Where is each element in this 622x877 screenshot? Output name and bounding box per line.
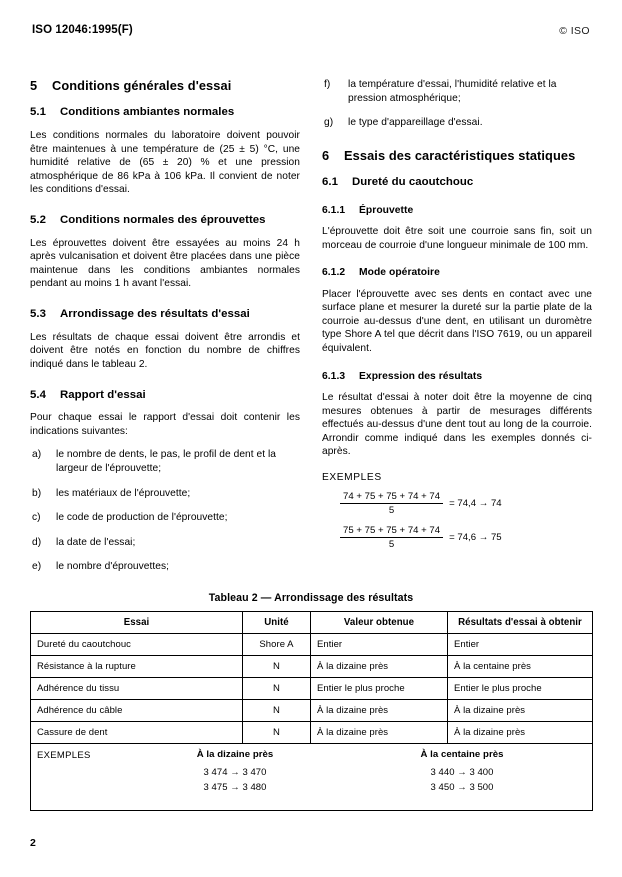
- fraction-numerator: 75 + 75 + 75 + 74 + 74: [343, 525, 441, 537]
- column-header-unite: Unité: [243, 612, 311, 634]
- right-column: [322, 78, 592, 585]
- heading-clause-5: [30, 78, 300, 93]
- subclause-5-3-number: 5.3: [30, 308, 46, 321]
- list-item: [30, 560, 300, 574]
- fraction: [340, 491, 443, 516]
- paragraph-6-1-3: Le résultat d'essai à noter doit être la moyenne de cinq mesures obtenues à partir de mesurages différents effectués au-dessus d'une dent tout au long de la courroie. Arrondir comme indiqué dans les exemples donnés ci-après.: [322, 392, 592, 458]
- table-row: [31, 722, 593, 744]
- examples-grid: [37, 749, 586, 805]
- list-item-marker: c): [32, 512, 41, 524]
- table-row: [31, 656, 593, 678]
- examples-row-label: EXEMPLES: [37, 750, 91, 761]
- subclause-5-1-number: 5.1: [30, 106, 46, 119]
- cell-resultat: À la dizaine près: [448, 722, 593, 744]
- clause-5-number: 5: [30, 78, 38, 93]
- subclause-5-3-title: Arrondissage des résultats d'essai: [60, 308, 250, 321]
- list-item: [30, 536, 300, 550]
- paragraph-6-1-1: L'éprouvette doit être soit une courroie sans fin, soit un morceau de courroie d'une longueur minimale de 100 mm.: [322, 226, 592, 251]
- subclause-6-1-2-number: 6.1.2: [322, 267, 346, 279]
- table-row: [31, 700, 593, 722]
- subclause-6-1-2-title: Mode opératoire: [359, 267, 440, 279]
- heading-subclause-6-1-1: [322, 205, 592, 217]
- heading-subclause-6-1-3: [322, 371, 592, 383]
- paragraph-6-1-2: Placer l'éprouvette avec ses dents en contact avec une surface plane et mesurer la dureté sur la partie plate de la courroie au-dessus d'une dent, en utilisant un duromètre type Shore A tel que décrit dans l'ISO 7619, ou un appareil équivalent.: [322, 288, 592, 355]
- list-item-text: le nombre de dents, le pas, le profil de dent et la largeur de l'éprouvette;: [56, 449, 277, 474]
- clause-6-number: 6: [322, 147, 330, 163]
- cell-essai: Résistance à la rupture: [31, 656, 243, 678]
- paragraph-5-1: Les conditions normales du laboratoire doivent pouvoir être maintenues à une température de (25 ± 5) °C, une humidité relative de (65 ± 20) % et une pression atmosphérique de 86 kPa à 106 kPa. Il convient de noter les conditions d'essai.: [30, 130, 300, 196]
- examples-dizaine-heading: À la dizaine près: [196, 749, 274, 760]
- formula-result: = 74,4 → 74: [449, 498, 502, 509]
- paragraph-5-3: Les résultats de chaque essai doivent être arrondis et doivent être notés en fonction du nombre de chiffres indiqué dans le tableau 2.: [30, 331, 300, 370]
- examples-centaine-block: [367, 749, 557, 795]
- left-column: [30, 78, 300, 585]
- list-item: [322, 116, 592, 130]
- heading-clause-6: [322, 148, 592, 163]
- cell-valeur: Entier: [311, 634, 448, 656]
- cell-resultat: À la centaine près: [448, 656, 593, 678]
- cell-unite: Shore A: [243, 634, 311, 656]
- table-caption: Tableau 2 — Arrondissage des résultats: [208, 592, 414, 604]
- subclause-5-4-title: Rapport d'essai: [60, 388, 146, 401]
- list-item-text: la température d'essai, l'humidité relative et la pression atmosphérique;: [348, 79, 557, 104]
- heading-subclause-5-1: [30, 106, 300, 120]
- table-2-section: [30, 592, 592, 811]
- list-item-marker: f): [324, 79, 331, 90]
- subclause-6-1-1-number: 6.1.1: [322, 204, 346, 216]
- cell-essai: Cassure de dent: [31, 722, 243, 744]
- column-header-essai: Essai: [31, 612, 243, 634]
- list-item-marker: d): [32, 536, 42, 548]
- paragraph-5-2: Les éprouvettes doivent être essayées au moins 24 h après vulcanisation et doivent être placées dans une pièce maintenue dans les conditions ambiantes normales pendant au moins 1 h avant l'essai.: [30, 237, 300, 290]
- formula-average-74: [322, 491, 592, 516]
- examples-centaine-heading: À la centaine près: [420, 749, 504, 760]
- subclause-6-1-title: Dureté du caoutchouc: [352, 176, 474, 189]
- cell-resultat: Entier: [448, 634, 593, 656]
- subclause-6-1-number: 6.1: [322, 176, 338, 189]
- list-item-text: le type d'appareillage d'essai.: [348, 117, 483, 129]
- examples-label: EXEMPLES: [322, 471, 382, 483]
- table-row: [31, 678, 593, 700]
- list-item-marker: a): [32, 449, 42, 461]
- cell-unite: N: [243, 678, 311, 700]
- examples-dizaine-line: 3 475 → 3 480: [203, 782, 267, 793]
- heading-subclause-5-2: [30, 214, 300, 228]
- copyright-notice: © ISO: [559, 25, 590, 37]
- report-requirements-list-continued: [322, 78, 592, 130]
- list-item: [30, 511, 300, 525]
- examples-centaine-line: 3 440 → 3 400: [430, 767, 494, 778]
- examples-dizaine-line: 3 474 → 3 470: [203, 767, 267, 778]
- table-header-row: [31, 612, 593, 634]
- paragraph-5-4: Pour chaque essai le rapport d'essai doit contenir les indications suivantes:: [30, 412, 300, 437]
- list-item: [322, 78, 592, 105]
- heading-subclause-6-1: [322, 176, 592, 190]
- list-item-marker: e): [32, 561, 42, 573]
- cell-resultat: Entier le plus proche: [448, 678, 593, 700]
- two-column-body: [30, 78, 592, 585]
- cell-essai: Dureté du caoutchouc: [31, 634, 243, 656]
- subclause-5-2-number: 5.2: [30, 214, 46, 226]
- page-number: 2: [30, 837, 36, 849]
- subclause-6-1-3-title: Expression des résultats: [359, 370, 483, 382]
- column-header-valeur-obtenue: Valeur obtenue: [311, 612, 448, 634]
- cell-essai: Adhérence du tissu: [31, 678, 243, 700]
- examples-centaine-line: 3 450 → 3 500: [430, 782, 494, 793]
- table-examples-row: [31, 744, 593, 811]
- list-item-text: le nombre d'éprouvettes;: [56, 561, 170, 573]
- list-item-text: la date de l'essai;: [56, 536, 136, 548]
- subclause-6-1-1-title: Éprouvette: [359, 204, 414, 216]
- heading-subclause-5-3: [30, 308, 300, 322]
- cell-resultat: À la dizaine près: [448, 700, 593, 722]
- list-item-text: les matériaux de l'éprouvette;: [56, 487, 191, 499]
- heading-subclause-5-4: [30, 389, 300, 403]
- list-item-text: le code de production de l'éprouvette;: [56, 512, 228, 524]
- cell-valeur: À la dizaine près: [311, 656, 448, 678]
- subclause-5-1-title: Conditions ambiantes normales: [60, 106, 235, 119]
- formula-average-75: [322, 525, 592, 550]
- subclause-6-1-3-number: 6.1.3: [322, 370, 346, 382]
- cell-unite: N: [243, 700, 311, 722]
- list-item: [30, 448, 300, 475]
- column-header-resultats: Résultats d'essai à obtenir: [448, 612, 593, 634]
- list-item: [30, 487, 300, 501]
- rounding-results-table: [30, 611, 593, 811]
- table-row: [31, 634, 593, 656]
- cell-unite: N: [243, 722, 311, 744]
- clause-6-title: Essais des caractéristiques statiques: [344, 147, 576, 163]
- cell-unite: N: [243, 656, 311, 678]
- cell-essai: Adhérence du câble: [31, 700, 243, 722]
- list-item-marker: g): [324, 117, 334, 129]
- subclause-5-4-number: 5.4: [30, 388, 46, 401]
- document-identifier: ISO 12046:1995(F): [32, 24, 133, 36]
- list-item-marker: b): [32, 487, 42, 499]
- cell-valeur: Entier le plus proche: [311, 678, 448, 700]
- fraction-denominator: 5: [388, 539, 395, 551]
- fraction-numerator: 74 + 75 + 75 + 74 + 74: [343, 490, 441, 502]
- subclause-5-2-title: Conditions normales des éprouvettes: [60, 214, 266, 226]
- running-header: [32, 24, 590, 40]
- heading-subclause-6-1-2: [322, 267, 592, 279]
- cell-valeur: À la dizaine près: [311, 700, 448, 722]
- examples-dizaine-block: [145, 749, 325, 795]
- formula-result: = 74,6 → 75: [449, 532, 502, 544]
- fraction: [340, 525, 443, 550]
- fraction-denominator: 5: [388, 505, 395, 516]
- clause-5-title: Conditions générales d'essai: [52, 78, 232, 93]
- report-requirements-list: [30, 448, 300, 574]
- table-examples-cell: [31, 744, 593, 811]
- cell-valeur: À la dizaine près: [311, 722, 448, 744]
